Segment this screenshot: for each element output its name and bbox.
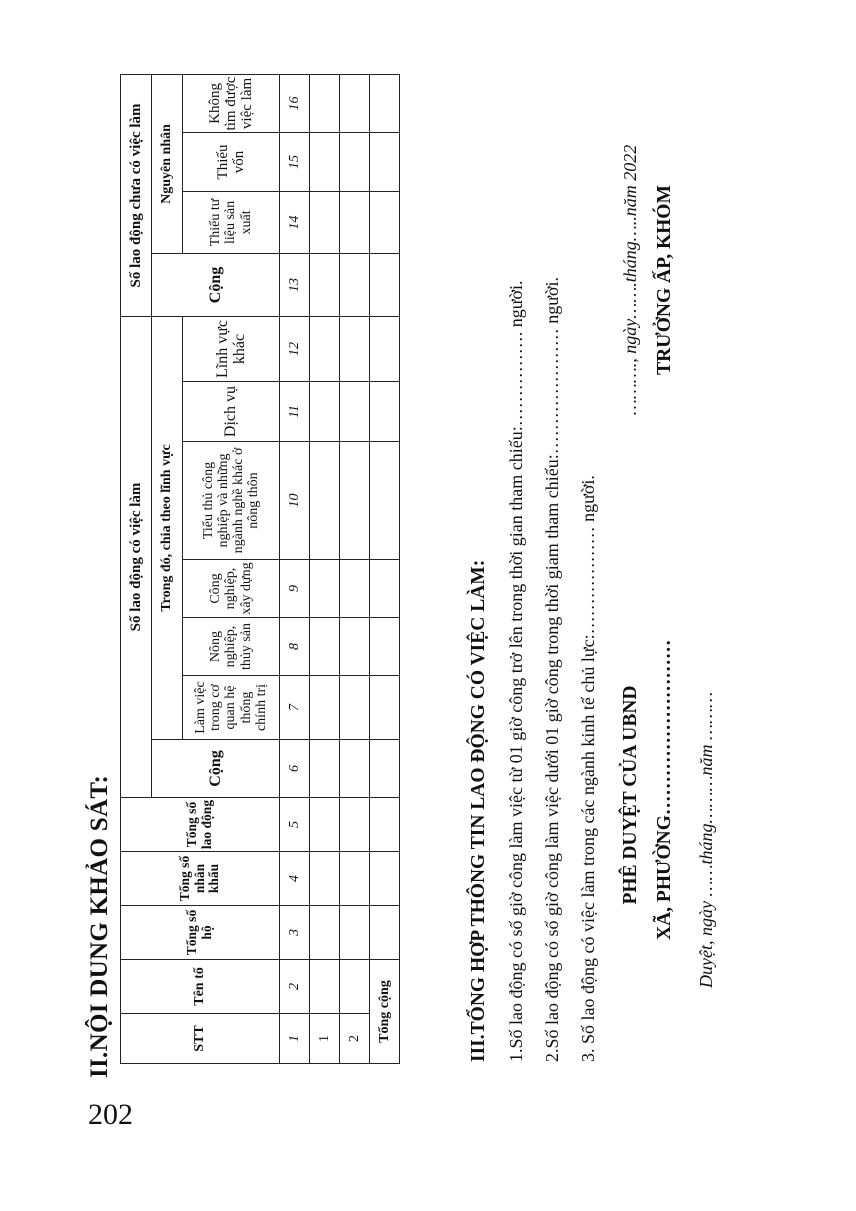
table-row — [340, 74, 370, 1063]
column-number-row — [280, 74, 310, 1063]
table-total-row — [370, 74, 400, 1063]
column-number: 4 — [280, 852, 310, 906]
row-stt: 1 — [310, 1014, 340, 1064]
signature-area — [620, 40, 750, 1080]
section-3-line-1: 1.Số lao động có số giờ công làm việc từ 01 giờ công trở lên trong thời gian tham chiếu:……………. người. — [506, 280, 526, 1062]
total-label: Tổng cộng — [370, 960, 400, 1064]
column-number: 9 — [280, 560, 310, 618]
header-nong-nghiep: Nông nghiệp, thủy sản — [183, 618, 280, 676]
column-number: 8 — [280, 618, 310, 676]
section-3-title: III.TỔNG HỢP THÔNG TIN LAO ĐỘNG CÓ VIỆC LÀM: — [468, 559, 489, 1062]
approval-date-line: Duyệt, ngày ……tháng………năm ……… — [696, 691, 716, 988]
header-chua-co-viec-lam: Số lao động chưa có việc làm — [121, 74, 152, 316]
section-2-title: II.NỘI DUNG KHẢO SÁT: — [86, 774, 113, 1078]
header-tieu-thu-cong: Tiểu thủ công nghiệp và những ngành nghề khác ở nông thôn — [183, 442, 280, 560]
rotated-page-content — [80, 40, 640, 1080]
header-ten-to: Tên tổ — [121, 960, 280, 1014]
header-tong-so-nhan-khau: Tổng số nhân khẩu — [121, 852, 280, 906]
column-number: 1 — [280, 1014, 310, 1064]
signature-title: TRƯỞNG ẤP, KHÓM — [654, 185, 675, 375]
header-co-viec-lam: Số lao động có việc làm — [121, 316, 152, 797]
column-number: 11 — [280, 382, 310, 442]
column-number: 5 — [280, 798, 310, 852]
header-dich-vu: Dịch vụ — [183, 382, 280, 442]
header-thieu-tu-lieu: Thiếu tư liệu sản xuất — [183, 191, 280, 253]
column-number: 7 — [280, 676, 310, 740]
header-thieu-von: Thiếu vốn — [183, 132, 280, 191]
header-tong-so-lao-dong: Tổng số lao động — [121, 798, 280, 852]
approval-heading-2: XÃ, PHƯỜNG……………………… — [654, 639, 675, 940]
header-stt: STT — [121, 1014, 280, 1064]
approval-heading-1: PHÊ DUYỆT CỦA UBND — [620, 685, 641, 905]
column-number: 6 — [280, 740, 310, 798]
header-tong-so-ho: Tổng số hộ — [121, 906, 280, 960]
column-number: 2 — [280, 960, 310, 1014]
column-number: 13 — [280, 253, 310, 316]
header-nguyen-nhan: Nguyên nhân — [152, 74, 183, 253]
header-cong: Cộng — [152, 740, 280, 798]
page-number: 202 — [88, 1098, 133, 1131]
row-stt: 2 — [340, 1014, 370, 1064]
column-number: 12 — [280, 316, 310, 381]
header-lam-viec-he-thong: Làm việc trong cơ quan hệ thống chính trị — [183, 676, 280, 740]
signature-date-line: ………., ngày…….tháng…..năm 2022 — [620, 144, 640, 416]
section-3-line-2: 2.Số lao động có số giờ công làm việc dưới 01 giờ công trong thời giam tham chiếu:………………… người. — [542, 276, 562, 1062]
survey-table — [120, 74, 400, 1064]
column-number: 15 — [280, 132, 310, 191]
column-number: 16 — [280, 74, 310, 132]
column-number: 14 — [280, 191, 310, 253]
header-khong-tim-duoc: Không tìm được việc làm — [183, 74, 280, 132]
header-cong-2: Cộng — [152, 253, 280, 316]
column-number: 3 — [280, 906, 310, 960]
table-row — [310, 74, 340, 1063]
section-3-line-3: 3. Số lao động có việc làm trong các ngành kinh tế chủ lực:……………… người. — [578, 475, 598, 1062]
header-trong-do: Trong đó, chia theo lĩnh vực — [152, 316, 183, 739]
header-cong-nghiep: Công nghiệp, xây dựng — [183, 560, 280, 618]
column-number: 10 — [280, 442, 310, 560]
header-linh-vuc-khac: Lĩnh vực khác — [183, 316, 280, 381]
